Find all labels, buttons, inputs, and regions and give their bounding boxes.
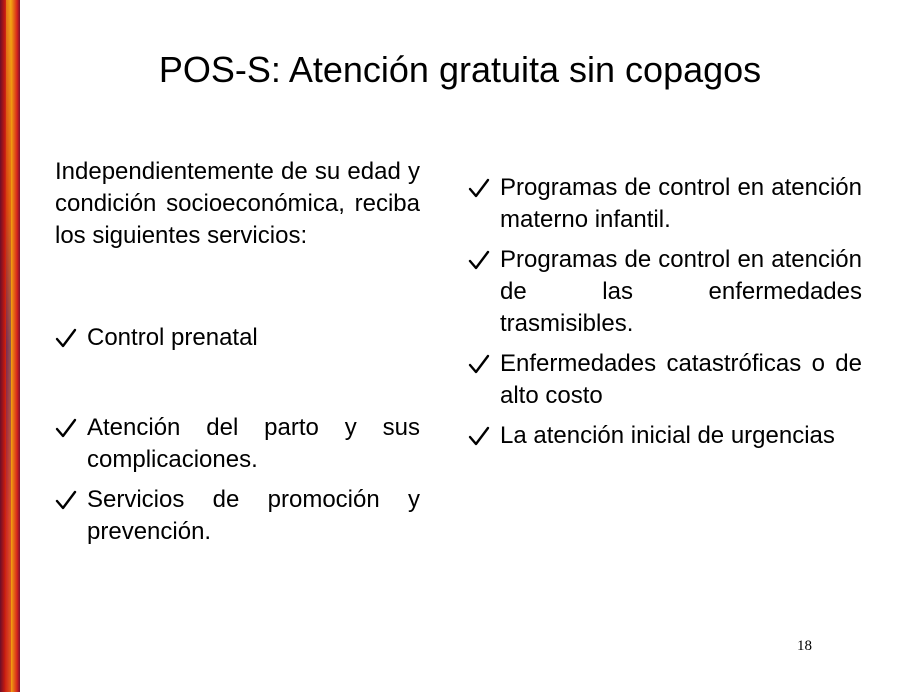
intro-text: Independientemente de su edad y condición socioeconómica, reciba los siguientes servicios:	[55, 158, 420, 249]
decorative-side-bar	[0, 0, 20, 692]
check-mark-icon	[468, 420, 492, 452]
list-item-text: Control prenatal	[87, 324, 258, 351]
left-column	[55, 156, 420, 548]
list-item	[55, 412, 420, 476]
check-mark-icon	[468, 172, 492, 204]
check-mark-icon	[55, 412, 79, 444]
list-item-text: Atención del parto y sus complicaciones.	[87, 414, 420, 473]
list-item	[468, 348, 862, 412]
check-mark-icon	[468, 348, 492, 380]
check-mark-icon	[468, 244, 492, 276]
list-item-text: Servicios de promoción y prevención.	[87, 486, 420, 545]
list-item	[55, 484, 420, 548]
check-mark-icon	[55, 322, 79, 354]
list-item	[468, 244, 862, 340]
left-list	[55, 322, 420, 548]
list-item-text: Programas de control en atención materno infantil.	[500, 174, 862, 233]
slide-title: POS-S: Atención gratuita sin copagos	[158, 49, 762, 90]
list-item-text: Enfermedades catastróficas o de alto costo	[500, 350, 862, 409]
page-number: 18	[797, 638, 812, 654]
list-item-text: La atención inicial de urgencias	[500, 422, 835, 449]
list-item	[468, 172, 862, 236]
right-column	[468, 172, 862, 460]
list-item	[55, 322, 420, 354]
right-list	[468, 172, 862, 452]
check-mark-icon	[55, 484, 79, 516]
list-item	[468, 420, 862, 452]
list-item-text: Programas de control en atención de las enfermedades trasmisibles.	[500, 246, 862, 337]
